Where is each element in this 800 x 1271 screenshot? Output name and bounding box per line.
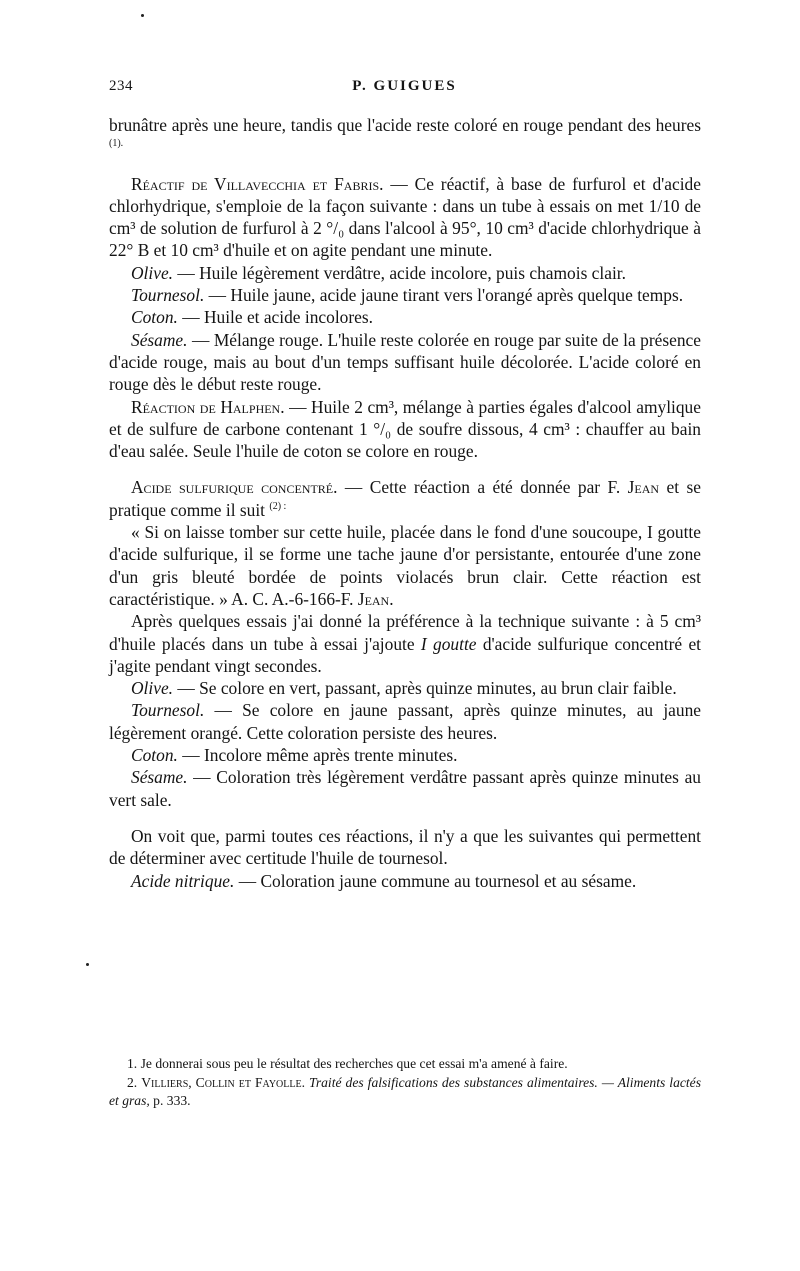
text: d'acide sulfurique concentré et j'agite pendant vingt secondes. <box>109 633 701 676</box>
page-reference: p. 333. <box>149 1093 191 1108</box>
text: Après quelques essais j'ai donné la préférence à la technique suivante : à 5 cm³ d'huile placés dans un tube à essai j'ajoute <box>109 611 701 654</box>
author-name: Jean <box>627 477 660 498</box>
reagent-label: Acide nitrique. <box>131 870 235 891</box>
footnote-2 <box>109 1074 701 1111</box>
paragraph <box>109 114 701 159</box>
result-acide-nitrique <box>109 870 701 892</box>
footnote-number: 2. <box>127 1074 142 1090</box>
footnote-ref: (2) : <box>269 500 287 512</box>
spacer <box>109 159 701 173</box>
oil-label: Coton. <box>131 307 178 328</box>
text: — Mélange rouge. L'huile reste colorée en rouge par suite de la présence d'acide rouge, mais au bout d'un temps suffisant huile décolorée. L'acide coloré en rouge dès le début reste rouge. <box>109 329 701 395</box>
oil-label: Sésame. <box>131 767 188 788</box>
oil-label: Olive. <box>131 678 174 699</box>
oil-label: Coton. <box>131 745 178 766</box>
result-olive <box>109 262 701 284</box>
paragraph <box>109 173 701 262</box>
body-text <box>109 114 701 892</box>
footnote-1: 1. Je donnerai sous peu le résultat des recherches que cet essai m'a amené à faire. <box>127 1056 568 1071</box>
footnotes <box>109 1055 701 1111</box>
book-title: Traité des falsifications des substances alimentaires. — Aliments lactés et gras, <box>109 1074 702 1108</box>
oil-label: Olive. <box>131 262 174 283</box>
spacer <box>109 811 701 825</box>
author-names: Villiers, Collin et Fayolle. <box>141 1074 306 1090</box>
ink-speck <box>141 14 144 17</box>
section-heading: Réaction de Halphen. <box>131 396 285 417</box>
result-coton <box>109 306 701 328</box>
text: — Ce réactif, à base de furfurol et d'acide chlorhydrique, s'emploie de la façon suivante : dans un tube à essais on met 1/10 de cm³ de solution de furfurol à 2 °/₀ dans l'alcool à 95°, 10 cm³ d'acide chlorhydrique à 22° B et 10 cm³ d'huile et on agite pendant une minute. <box>109 173 701 261</box>
result-olive <box>109 677 701 699</box>
text: — Cette réaction a été donnée par F. <box>337 477 628 498</box>
text: — Incolore même après trente minutes. <box>177 745 458 766</box>
spacer <box>109 462 701 476</box>
page-number: 234 <box>109 78 133 94</box>
text: brunâtre après une heure, tandis que l'acide reste coloré en rouge pendant des heures <box>109 115 701 135</box>
text: — Se colore en vert, passant, après quinze minutes, au brun clair faible. <box>173 678 677 699</box>
running-title: P. GUIGUES <box>352 78 457 94</box>
author-name: Jean. <box>357 588 394 609</box>
italic-text: I goutte <box>420 633 477 654</box>
page-header <box>109 78 700 100</box>
paragraph <box>109 476 701 521</box>
text: — Se colore en jaune passant, après quinze minutes, au jaune légèrement orangé. Cette coloration persiste des heures. <box>109 700 701 743</box>
text: et se pratique comme il suit <box>109 477 701 520</box>
section-heading: Réactif de Villavecchia et Fabris. <box>131 173 384 194</box>
result-sesame <box>109 766 701 811</box>
oil-label: Tournesol. <box>131 700 205 721</box>
text: — Coloration très légèrement verdâtre passant après quinze minutes au vert sale. <box>109 767 701 810</box>
quotation <box>109 521 701 610</box>
ink-speck <box>86 963 89 966</box>
result-sesame <box>109 329 701 396</box>
oil-label: Sésame. <box>131 329 188 350</box>
result-coton <box>109 744 701 766</box>
paragraph <box>109 825 701 870</box>
text: — Huile légèrement verdâtre, acide incolore, puis chamois clair. <box>173 262 626 283</box>
text: — Coloration jaune commune au tournesol et au sésame. <box>234 870 637 891</box>
text: On voit que, parmi toutes ces réactions, il n'y a que les suivantes qui permettent de déterminer avec certitude l'huile de tournesol. <box>109 825 701 869</box>
paragraph <box>109 610 701 677</box>
text: — Huile et acide incolores. <box>177 307 373 328</box>
text: « Si on laisse tomber sur cette huile, placée dans le fond d'une soucoupe, I goutte d'acide sulfurique, il se forme une tache jaune d'or persistante, entourée d'une zone d'un gris bleuté bordée de points violacés brun clair. Cette réaction est caractéristique. » A. C. A.-6-166-F. <box>109 522 701 609</box>
text: — Huile jaune, acide jaune tirant vers l'orangé après quelque temps. <box>204 285 684 306</box>
text: — Huile 2 cm³, mélange à parties égales d'alcool amylique et de sulfure de carbone contenant 1 °/₀ de soufre dissous, 4 cm³ : chauffer au bain d'eau salée. Seule l'huile de coton se colore en rouge. <box>109 396 701 462</box>
result-tournesol <box>109 699 701 744</box>
result-tournesol <box>109 284 701 306</box>
footnote-ref: (1). <box>109 138 124 150</box>
section-heading: Acide sulfurique concentré. <box>131 477 338 498</box>
oil-label: Tournesol. <box>131 285 205 306</box>
paragraph <box>109 396 701 463</box>
